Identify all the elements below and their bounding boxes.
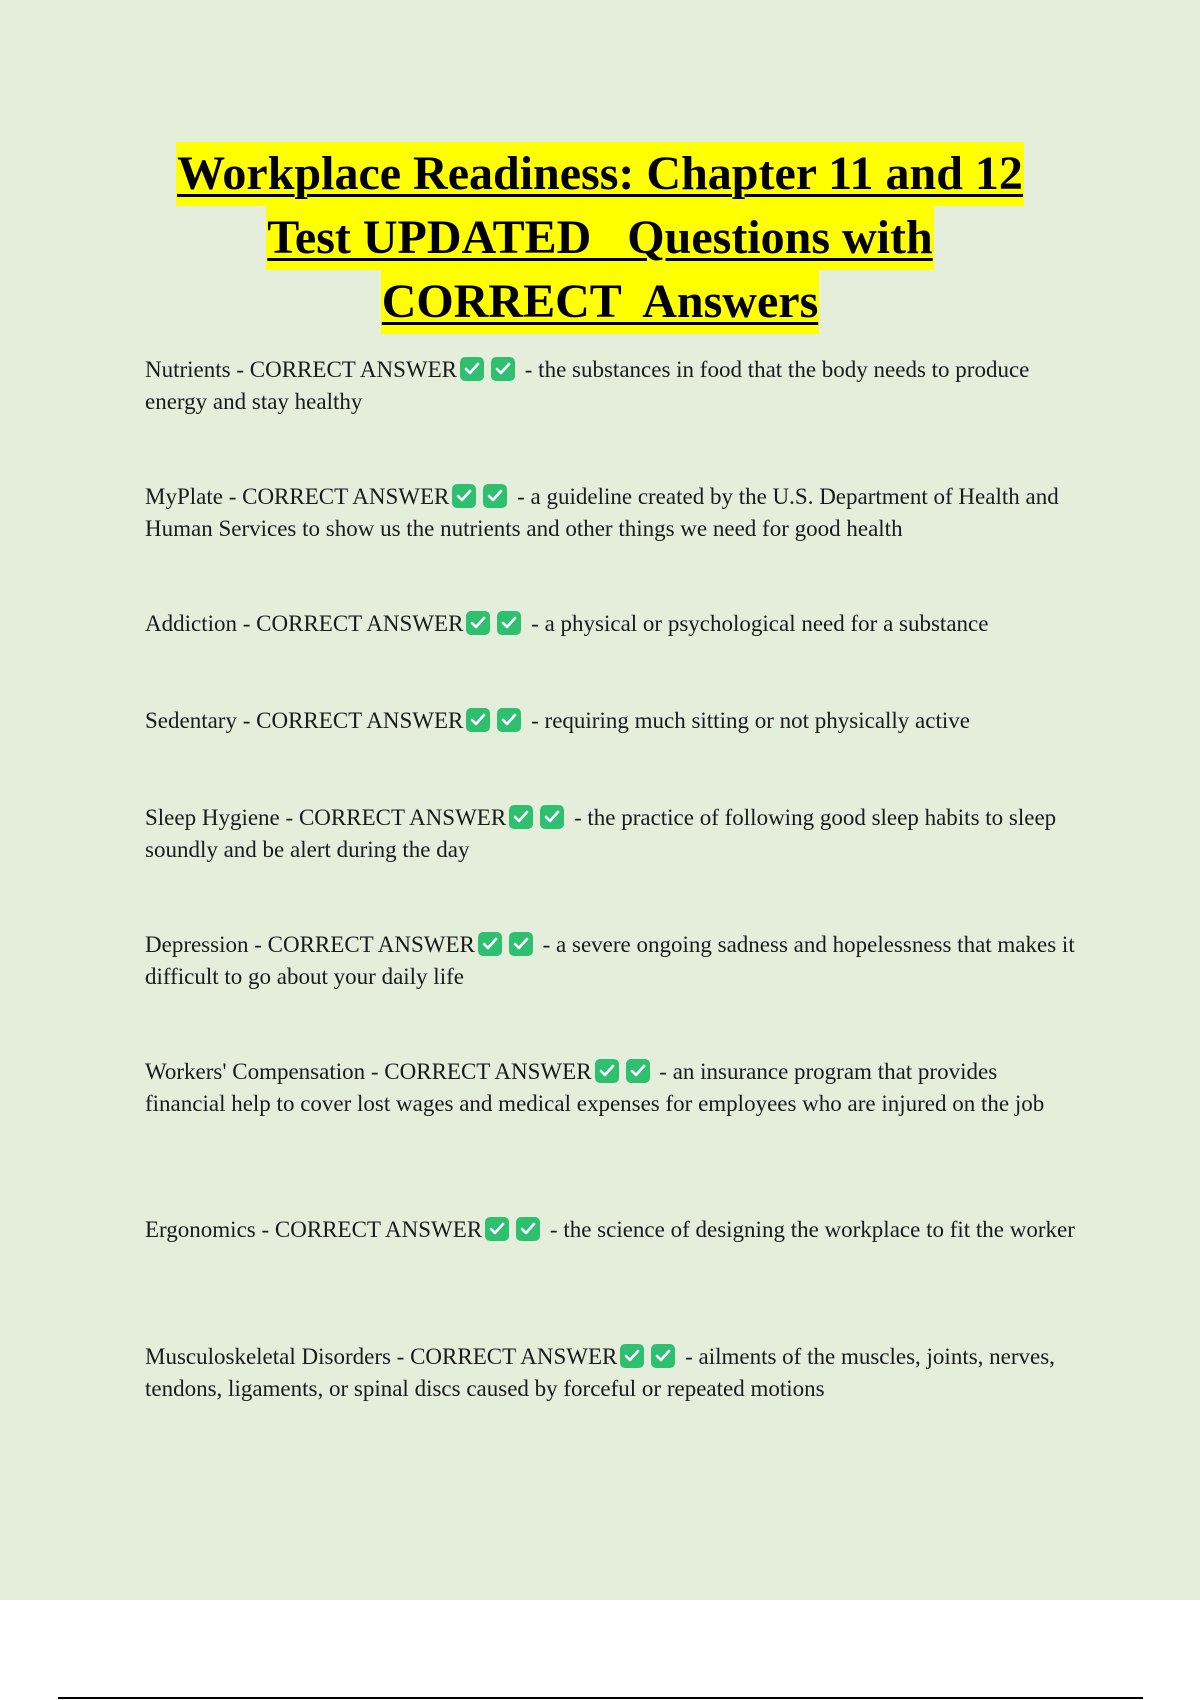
qa-entry-sleep-hygiene bbox=[145, 802, 1075, 866]
qa-entry-depression bbox=[145, 929, 1075, 993]
entry-definition: - a severe ongoing sadness and hopelessness that makes it difficult to go about your daily life bbox=[145, 932, 1075, 989]
check-mark-icon bbox=[460, 357, 484, 381]
check-mark-icon bbox=[466, 708, 490, 732]
entry-term: Sleep Hygiene - bbox=[145, 805, 299, 830]
check-mark-icon bbox=[626, 1059, 650, 1083]
entry-definition: - a physical or psychological need for a substance bbox=[525, 611, 989, 636]
check-mark-icon bbox=[491, 357, 515, 381]
title-line-2: Test UPDATED Questions with bbox=[266, 206, 933, 270]
check-mark-icon bbox=[466, 611, 490, 635]
check-mark-icon bbox=[452, 484, 476, 508]
entry-definition: - the substances in food that the body needs to produce energy and stay healthy bbox=[145, 357, 1030, 414]
qa-entry-workers-compensation bbox=[145, 1056, 1075, 1120]
check-mark-icon bbox=[595, 1059, 619, 1083]
entry-term: Musculoskeletal Disorders - bbox=[145, 1344, 411, 1369]
answer-label: CORRECT ANSWER bbox=[242, 484, 450, 509]
entry-definition: - requiring much sitting or not physically active bbox=[525, 708, 970, 733]
entry-term: Workers' Compensation - bbox=[145, 1059, 385, 1084]
answer-label: CORRECT ANSWER bbox=[274, 1217, 483, 1242]
qa-entry-musculoskeletal-disorders bbox=[145, 1341, 1075, 1405]
entry-definition: - an insurance program that provides financial help to cover lost wages and medical expenses for employees who are injured on the job bbox=[145, 1059, 1045, 1116]
answer-label: CORRECT ANSWER bbox=[256, 708, 464, 733]
check-mark-icon bbox=[485, 1217, 509, 1241]
entry-definition: - ailments of the muscles, joints, nerves, tendons, ligaments, or spinal discs caused by forceful or repeated motions bbox=[145, 1344, 1055, 1401]
entry-term: MyPlate - bbox=[145, 484, 243, 509]
check-mark-icon bbox=[483, 484, 507, 508]
qa-entry-sedentary bbox=[145, 705, 1075, 737]
entry-term: Depression - bbox=[145, 932, 268, 957]
entry-definition: - a guideline created by the U.S. Department of Health and Human Services to show us the nutrients and other things we need for good health bbox=[145, 484, 1059, 541]
check-mark-icon bbox=[509, 932, 533, 956]
answer-label: CORRECT ANSWER bbox=[249, 357, 458, 382]
qa-entry-nutrients bbox=[145, 354, 1075, 418]
entry-term: Sedentary - bbox=[145, 708, 257, 733]
check-mark-icon bbox=[516, 1217, 540, 1241]
qa-entry-addiction bbox=[145, 608, 1075, 640]
entry-definition: - the science of designing the workplace to fit the worker bbox=[544, 1217, 1075, 1242]
entry-definition: - the practice of following good sleep habits to sleep soundly and be alert during the day bbox=[145, 805, 1057, 862]
entry-term: Ergonomics - bbox=[145, 1217, 275, 1242]
document-title bbox=[0, 142, 1200, 334]
answer-label: CORRECT ANSWER bbox=[410, 1344, 618, 1369]
check-mark-icon bbox=[540, 805, 564, 829]
check-mark-icon bbox=[497, 708, 521, 732]
check-mark-icon bbox=[478, 932, 502, 956]
check-mark-icon bbox=[509, 805, 533, 829]
title-line-1: Workplace Readiness: Chapter 11 and 12 bbox=[176, 142, 1024, 206]
answer-label: CORRECT ANSWER bbox=[256, 611, 464, 636]
entry-term: Nutrients - bbox=[145, 357, 250, 382]
title-line-3: CORRECT Answers bbox=[381, 270, 820, 334]
entry-term: Addiction - bbox=[145, 611, 257, 636]
qa-entry-ergonomics bbox=[145, 1214, 1075, 1246]
answer-label: CORRECT ANSWER bbox=[384, 1059, 592, 1084]
check-mark-icon bbox=[651, 1344, 675, 1368]
check-mark-icon bbox=[620, 1344, 644, 1368]
answer-label: CORRECT ANSWER bbox=[267, 932, 475, 957]
footer-divider bbox=[58, 1697, 1143, 1699]
answer-label: CORRECT ANSWER bbox=[298, 805, 507, 830]
check-mark-icon bbox=[497, 611, 521, 635]
qa-entry-myplate bbox=[145, 481, 1075, 545]
